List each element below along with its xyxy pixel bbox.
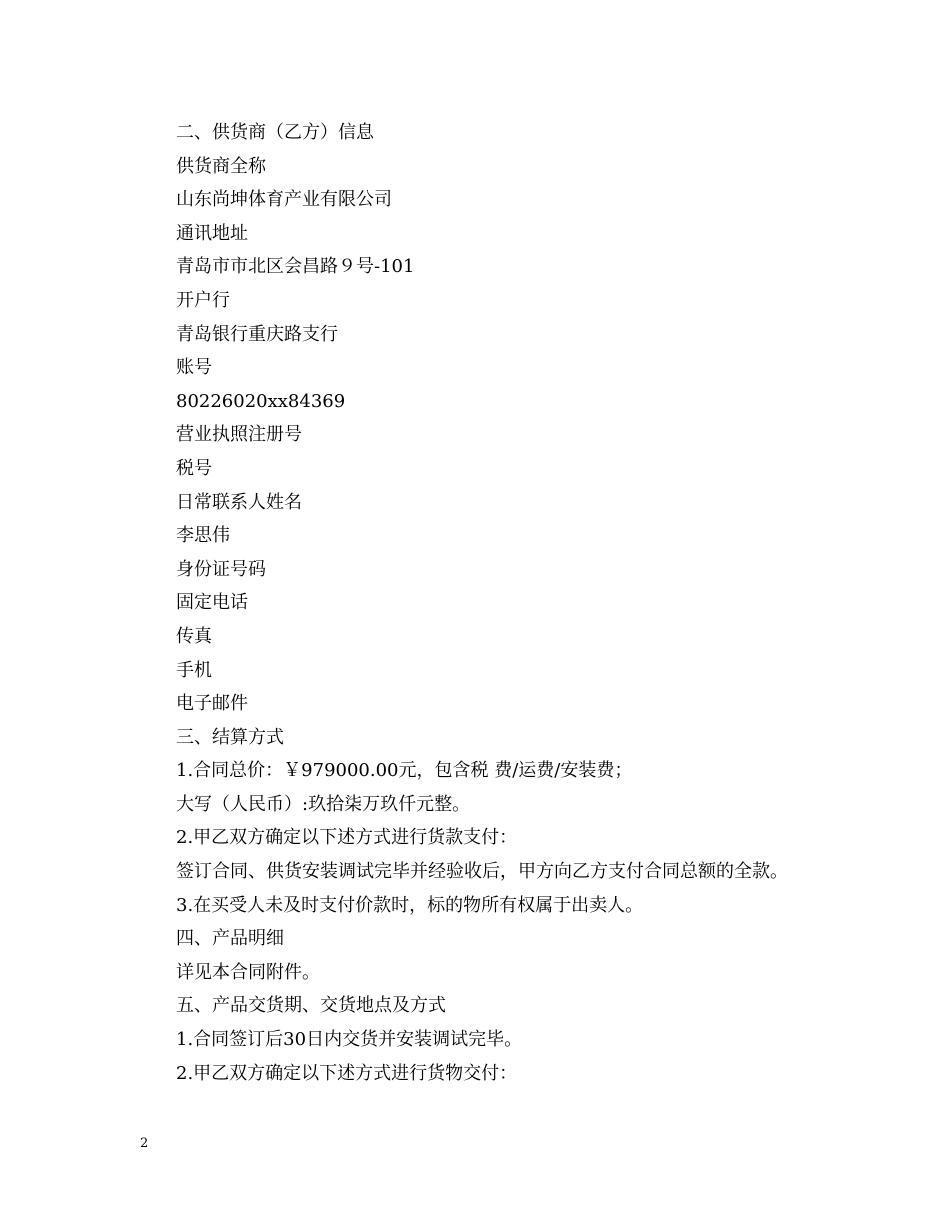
field-label-tax-number: 税号 bbox=[176, 457, 212, 479]
clause-payment-terms: 签订合同、供货安装调试完毕并经验收后，甲方向乙方支付合同总额的全款。 bbox=[176, 861, 788, 883]
field-label-contact-name: 日常联系人姓名 bbox=[176, 491, 302, 513]
field-label-fax: 传真 bbox=[176, 625, 212, 647]
document-body bbox=[176, 116, 856, 1090]
field-value-account: 80226020xx84369 bbox=[176, 390, 346, 412]
field-label-account: 账号 bbox=[176, 357, 212, 379]
section-heading-delivery: 五、产品交货期、交货地点及方式 bbox=[176, 995, 446, 1017]
field-label-supplier-name: 供货商全称 bbox=[176, 155, 266, 177]
clause-ownership: 3.在买受人未及时支付价款时，标的物所有权属于出卖人。 bbox=[176, 894, 644, 916]
clause-total-price: 1.合同总价：￥979000.00元，包含税 费/运费/安装费； bbox=[176, 760, 633, 782]
clause-amount-in-words: 大写（人民币）:玖拾柒万玖仟元整。 bbox=[176, 793, 471, 815]
field-label-id-number: 身份证号码 bbox=[176, 558, 266, 580]
field-label-email: 电子邮件 bbox=[176, 693, 248, 715]
clause-payment-method: 2.甲乙双方确定以下述方式进行货款支付： bbox=[176, 827, 518, 849]
section-heading-settlement: 三、结算方式 bbox=[176, 726, 284, 748]
field-value-address: 青岛市市北区会昌路９号-101 bbox=[176, 256, 415, 278]
section-heading-product-details: 四、产品明细 bbox=[176, 928, 284, 950]
field-label-business-license: 营业执照注册号 bbox=[176, 424, 302, 446]
field-value-bank: 青岛银行重庆路支行 bbox=[176, 323, 338, 345]
clause-see-attachment: 详见本合同附件。 bbox=[176, 961, 320, 983]
clause-delivery-method: 2.甲乙双方确定以下述方式进行货物交付： bbox=[176, 1062, 518, 1084]
field-value-supplier-name: 山东尚坤体育产业有限公司 bbox=[176, 189, 392, 211]
field-label-address: 通讯地址 bbox=[176, 222, 248, 244]
field-label-bank: 开户行 bbox=[176, 289, 230, 311]
field-label-telephone: 固定电话 bbox=[176, 592, 248, 614]
section-heading-supplier-info: 二、供货商（乙方）信息 bbox=[176, 122, 374, 143]
page-number: 2 bbox=[140, 1136, 149, 1151]
clause-delivery-period: 1.合同签订后30日内交货并安装调试完毕。 bbox=[176, 1029, 523, 1051]
field-label-mobile: 手机 bbox=[176, 659, 212, 681]
field-value-contact-name: 李思伟 bbox=[176, 525, 230, 547]
